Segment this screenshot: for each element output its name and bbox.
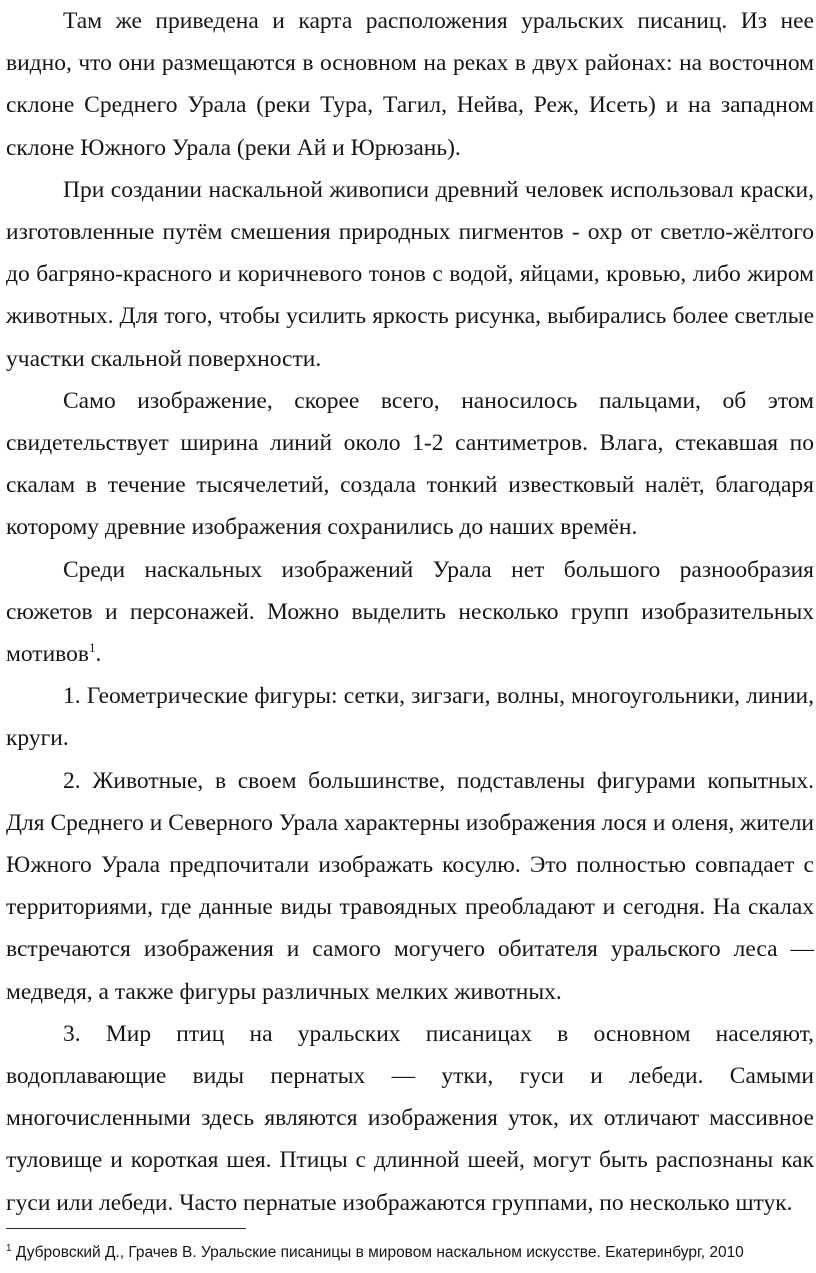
- footnote-text: Дубровский Д., Грачев В. Уральские писаницы в мировом наскальном искусстве. Екатеринбург, 2010: [15, 1244, 744, 1261]
- body-text: [6, 0, 814, 1224]
- paragraph-text: 1. Геометрические фигуры: сетки, зигзаги, волны, многоугольники, линии, круги.: [6, 683, 814, 752]
- paragraph-text: Само изображение, скорее всего, наносилось пальцами, об этом свидетельствует ширина линий около 1-2 сантиметров. Влага, стекавшая по скалам в течение тысячелетий, создала тонкий известковый налёт, благодаря которому древние изображения сохранились до наших времён.: [6, 387, 814, 541]
- paragraph-text: 3. Мир птиц на уральских писаницах в основном населяют, водоплавающие виды пернатых — утки, гуси и лебеди. Самыми многочисленными здесь являются изображения уток, их отличают массивное туловище и короткая шея. Птицы с длинной шеей, могут быть распознаны как гуси или лебеди. Часто пернатые изображаются группами, по несколько штук.: [6, 1020, 814, 1216]
- footnote: [6, 1243, 814, 1263]
- paragraph-text: Там же приведена и карта расположения уральских писаниц. Из нее видно, что они размещаются в основном на реках в двух районах: на восточном склоне Среднего Урала (реки Тура, Тагил, Нейва, Реж, Исеть) и на западном склоне Южного Урала (реки Ай и Юрюзань).: [6, 8, 814, 161]
- paragraph-text-end: .: [95, 641, 102, 668]
- list-item-birds: [6, 1013, 814, 1224]
- paragraph-motifs: [6, 549, 814, 676]
- list-item-animals: [6, 760, 814, 1013]
- footnote-number: 1: [6, 1243, 12, 1254]
- paragraph-text: Среди наскальных изображений Урала нет большого разнообразия сюжетов и персонажей. Можно выделить несколько групп изобразительных мотивов: [6, 556, 814, 668]
- footnote-reference[interactable]: 1: [88, 640, 96, 656]
- paragraph-map-location: [6, 0, 814, 169]
- footnote-separator: [6, 1228, 246, 1229]
- list-item-geometric: [6, 675, 814, 759]
- paragraph-technique: [6, 380, 814, 549]
- paragraph-text: При создании наскальной живописи древний человек использовал краски, изготовленные путём смешения природных пигментов - охр от светло-жёлтого до багряно-красного и коричневого тонов с водой, яйцами, кровью, либо жиром животных. Для того, чтобы усилить яркость рисунка, выбирались более светлые участки скальной поверхности.: [6, 176, 814, 372]
- paragraph-paints: [6, 169, 814, 380]
- paragraph-text: 2. Животные, в своем большинстве, подставлены фигурами копытных. Для Среднего и Северного Урала характерны изображения лося и оленя, жители Южного Урала предпочитали изображать косулю. Это полностью совпадает с территориями, где данные виды травоядных преобладают и сегодня. На скалах встречаются изображения и самого могучего обитателя уральского леса — медведя, а также фигуры различных мелких животных.: [6, 767, 814, 1005]
